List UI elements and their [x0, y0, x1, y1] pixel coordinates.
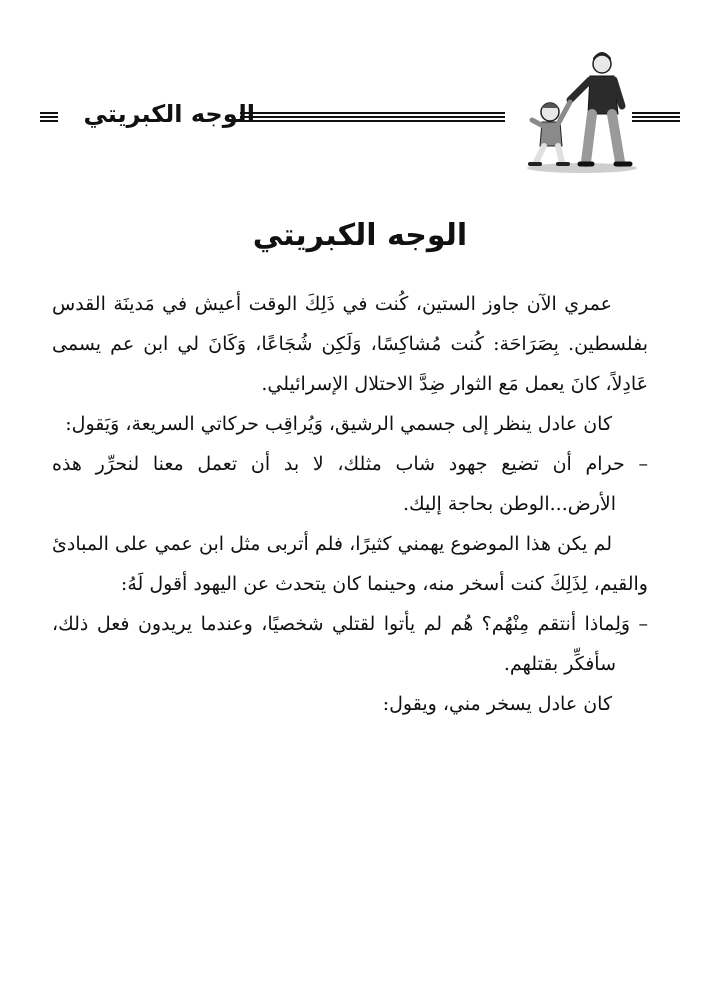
header-rule-middle: [240, 112, 505, 122]
header-rule-left: [40, 112, 58, 122]
dialogue-line: – وَلِماذا أنتقم مِنْهُم؟ هُم لم يأتوا لقتلي شخصيًا، وعندما يريدون فعل ذلك، سأفكِّر بقتلهم.: [52, 613, 648, 675]
header-rule-right: [632, 112, 680, 122]
running-header: [40, 50, 680, 180]
dialogue-line: – حرام أن تضيع جهود شاب مثلك، لا بد أن تعمل معنا لنحرِّر هذه الأرض...الوطن بحاجة إليك.: [52, 453, 648, 515]
paragraph: كان عادل ينظر إلى جسمي الرشيق، وَيُراقِب حركاتي السريعة، وَيَقول:: [65, 413, 612, 435]
paragraph: كان عادل يسخر مني، ويقول:: [382, 693, 612, 715]
paragraph: عمري الآن جاوز الستين، كُنت في ذَلِكَ الوقت أعيش في مَدينَة القدس بفلسطين. بِصَرَاحَة: كُنت مُشاكِسًا، وَلَكِن شُجَاعًا، وَكَانَ لي ابن عم يسمى عَادِلاً، كانَ يعمل مَع الثوار ضِدَّ الاحتلال الإسرائيلي.: [52, 293, 648, 395]
running-title: الوجه الكبريتي: [83, 100, 255, 128]
man-and-child-illustration: [510, 50, 640, 175]
story-text: [52, 284, 648, 724]
page-title: الوجه الكبريتي: [252, 218, 468, 253]
paragraph: لم يكن هذا الموضوع يهمني كثيرًا، فلم أتربى مثل ابن عمي على المبادئ والقيم، لِذَلِكَ كنت أسخر منه، وحينما كان يتحدث عن اليهود أقول لَهُ:: [52, 533, 648, 595]
